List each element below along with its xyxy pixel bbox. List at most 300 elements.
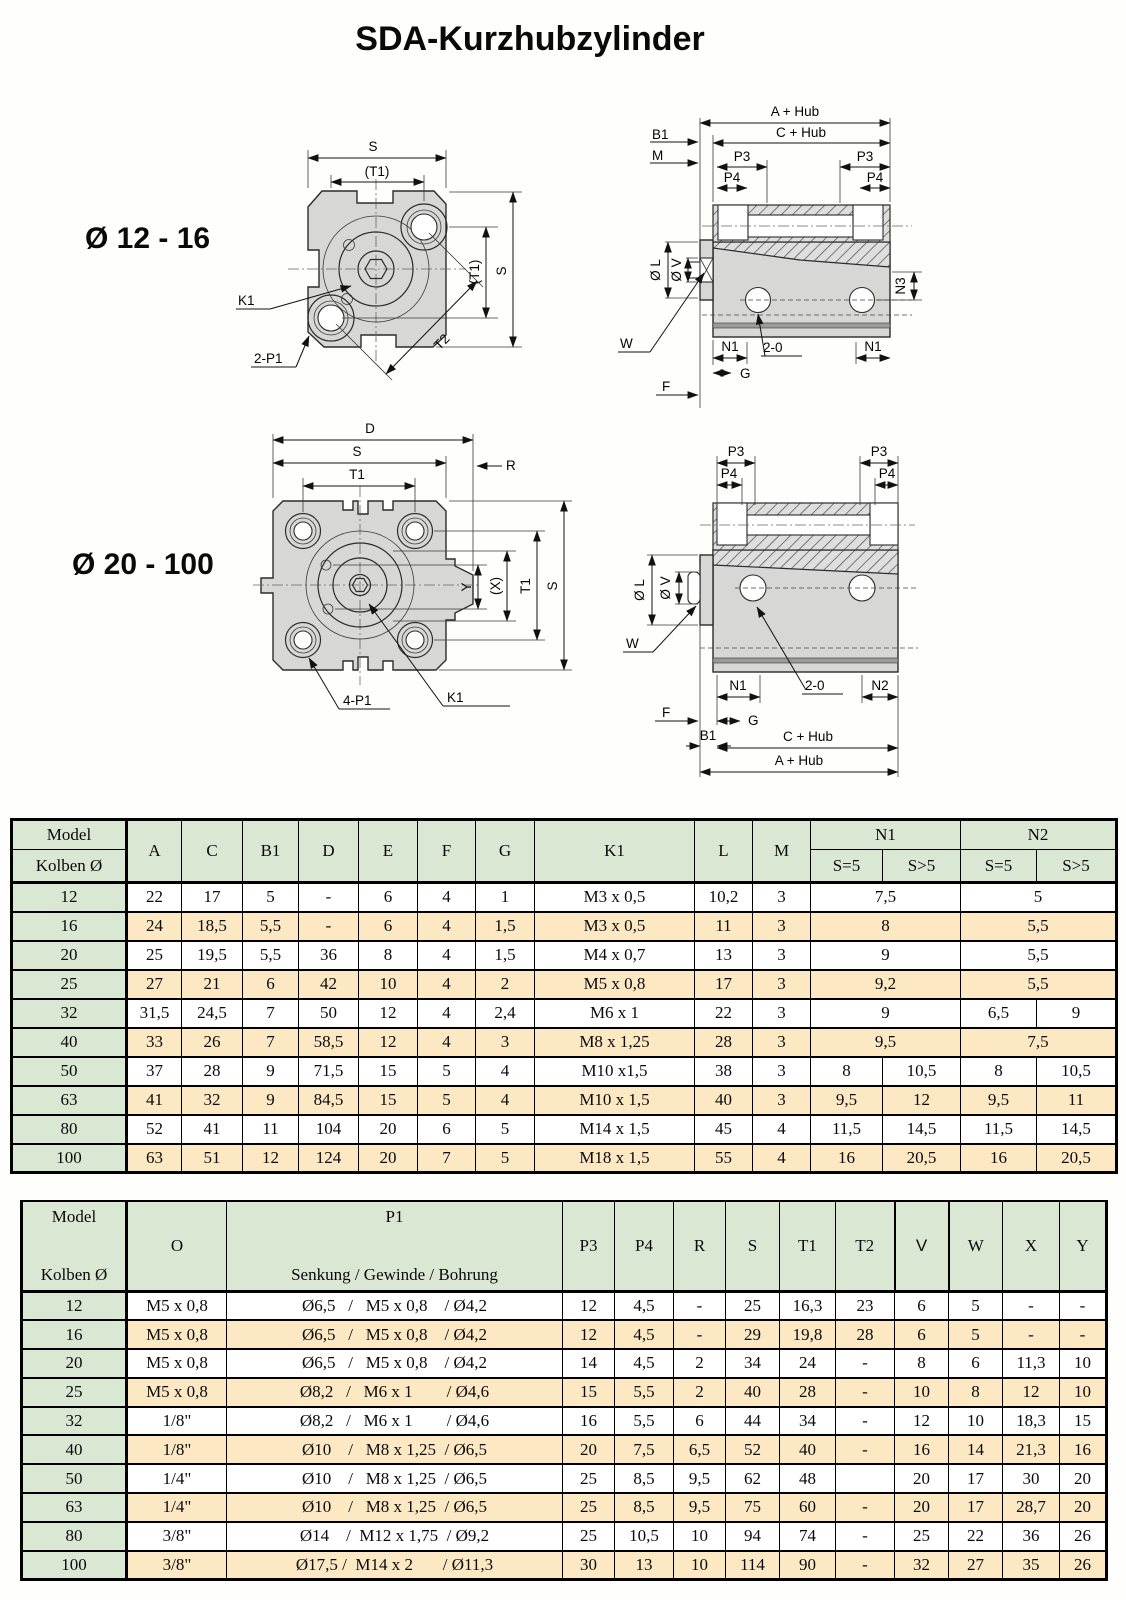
value-cell: 14 <box>949 1435 1003 1464</box>
value-cell: 48 <box>780 1464 836 1493</box>
dim-label-n3: N3 <box>893 277 908 295</box>
value-cell: 5,5 <box>961 912 1117 941</box>
dim-label-n2: N2 <box>871 678 889 693</box>
header-p1: P1 <box>385 1207 404 1226</box>
o-thread-cell: M5 x 0,8 <box>127 1378 227 1407</box>
value-cell: 13 <box>695 941 753 970</box>
model-cell: 80 <box>22 1522 127 1551</box>
dim-label-p4: P4 <box>720 466 738 481</box>
dim-label-p3: P3 <box>870 444 888 459</box>
value-cell: 12 <box>359 999 418 1028</box>
value-cell: 11 <box>243 1115 299 1144</box>
front-view-drawing-12-16 <box>230 95 580 425</box>
value-cell: 14,5 <box>1037 1115 1117 1144</box>
o-thread-cell: M5 x 0,8 <box>127 1320 227 1349</box>
header-model: Model <box>12 820 127 850</box>
dim-label-b1: B1 <box>699 728 717 743</box>
value-cell: 40 <box>695 1086 753 1115</box>
piston-rod-end <box>688 572 700 604</box>
value-cell: 7 <box>243 999 299 1028</box>
value-cell: 10 <box>359 970 418 999</box>
value-cell: - <box>1060 1292 1107 1321</box>
value-cell: 10 <box>1060 1378 1107 1407</box>
value-cell: 7,5 <box>615 1435 674 1464</box>
dim-label-p3: P3 <box>727 444 745 459</box>
value-cell: M3 x 0,5 <box>535 912 695 941</box>
dim-label-s-vertical: S <box>494 266 509 276</box>
header-model: Model <box>51 1207 97 1226</box>
value-cell: 4 <box>753 1115 811 1144</box>
section-view-drawing-12-16 <box>600 90 940 425</box>
dimensions-table-main <box>10 818 1118 1174</box>
header-col-w: W <box>949 1201 1003 1292</box>
value-cell: 18,5 <box>182 912 243 941</box>
header-group-n2: N2 <box>961 820 1117 850</box>
table1-row-50 <box>12 1057 1117 1086</box>
value-cell: 8 <box>895 1349 949 1378</box>
value-cell: 22 <box>695 999 753 1028</box>
value-cell: 30 <box>1003 1464 1060 1493</box>
model-cell: 40 <box>22 1435 127 1464</box>
value-cell: 3 <box>753 912 811 941</box>
value-cell: M3 x 0,5 <box>535 883 695 912</box>
value-cell: 6 <box>418 1115 476 1144</box>
dim-label-p4: P4 <box>878 466 896 481</box>
header-col-g: G <box>476 820 535 883</box>
model-cell: 12 <box>22 1292 127 1321</box>
table2-row-12 <box>22 1292 1107 1321</box>
dim-label-n1: N1 <box>721 339 739 354</box>
value-cell: 8 <box>811 912 961 941</box>
value-cell: 20 <box>1060 1493 1107 1522</box>
value-cell: 33 <box>127 1028 182 1057</box>
dim-label-t1-vertical: (T1) <box>467 259 482 285</box>
value-cell: 2 <box>476 970 535 999</box>
value-cell: 41 <box>127 1086 182 1115</box>
value-cell: 9 <box>243 1086 299 1115</box>
model-cell: 25 <box>12 970 127 999</box>
header-col-s: S <box>726 1201 780 1292</box>
header-col-r: R <box>674 1201 726 1292</box>
value-cell: 8,5 <box>615 1493 674 1522</box>
value-cell: 10 <box>949 1407 1003 1436</box>
section-view-drawing-20-100 <box>600 420 940 795</box>
value-cell: - <box>299 883 359 912</box>
port-bore <box>870 503 898 545</box>
value-cell: 18,3 <box>1003 1407 1060 1436</box>
dimensions-table-secondary <box>20 1200 1108 1581</box>
o-thread-cell: 3/8" <box>127 1522 227 1551</box>
header-col-k1: K1 <box>535 820 695 883</box>
table1-row-16 <box>12 912 1117 941</box>
value-cell: 1,5 <box>476 912 535 941</box>
value-cell: 17 <box>949 1493 1003 1522</box>
header-model-kolben <box>22 1201 127 1292</box>
value-cell: 3 <box>753 999 811 1028</box>
model-cell: 16 <box>22 1320 127 1349</box>
model-cell: 25 <box>22 1378 127 1407</box>
dim-label-w: W <box>620 336 633 351</box>
value-cell: 74 <box>780 1522 836 1551</box>
value-cell: 12 <box>895 1407 949 1436</box>
model-cell: 40 <box>12 1028 127 1057</box>
value-cell: 35 <box>1003 1551 1060 1580</box>
value-cell: 15 <box>359 1086 418 1115</box>
value-cell: - <box>836 1435 895 1464</box>
value-cell: 10,5 <box>883 1057 961 1086</box>
value-cell: 6,5 <box>674 1435 726 1464</box>
header-col-v: V <box>895 1201 949 1292</box>
model-cell: 50 <box>12 1057 127 1086</box>
value-cell: 13 <box>615 1551 674 1580</box>
value-cell: 25 <box>563 1522 615 1551</box>
table1-row-20 <box>12 941 1117 970</box>
value-cell: 84,5 <box>299 1086 359 1115</box>
value-cell: - <box>836 1522 895 1551</box>
value-cell: 17 <box>949 1464 1003 1493</box>
dim-label-p3: P3 <box>856 149 874 164</box>
value-cell: 10,5 <box>1037 1057 1117 1086</box>
table2-row-63 <box>22 1493 1107 1522</box>
header-col-o: O <box>127 1201 227 1292</box>
model-cell: 100 <box>12 1144 127 1173</box>
value-cell: - <box>1060 1320 1107 1349</box>
header-p1-subtitle: Senkung / Gewinde / Bohrung <box>291 1265 498 1284</box>
value-cell: 2 <box>674 1349 726 1378</box>
value-cell: 11,3 <box>1003 1349 1060 1378</box>
value-cell: 4 <box>476 1086 535 1115</box>
value-cell: 7 <box>418 1144 476 1173</box>
value-cell: 9,2 <box>811 970 961 999</box>
value-cell: 5,5 <box>961 941 1117 970</box>
model-cell: 20 <box>12 941 127 970</box>
value-cell: 25 <box>563 1493 615 1522</box>
dim-label-k1: K1 <box>238 293 255 308</box>
p1-cell: Ø6,5 / M5 x 0,8 / Ø4,2 <box>227 1349 563 1378</box>
dim-label-n1: N1 <box>864 339 882 354</box>
port-bore <box>853 205 883 240</box>
dim-label-g: G <box>740 366 751 381</box>
dim-label-p4: P4 <box>866 170 884 185</box>
dim-label-w: W <box>626 636 639 651</box>
value-cell: 25 <box>895 1522 949 1551</box>
p1-cell: Ø17,5 / M14 x 2 / Ø11,3 <box>227 1551 563 1580</box>
value-cell: M10 x 1,5 <box>535 1086 695 1115</box>
value-cell: 34 <box>780 1407 836 1436</box>
value-cell: 12 <box>359 1028 418 1057</box>
value-cell: 20 <box>359 1144 418 1173</box>
value-cell: 3 <box>753 1057 811 1086</box>
header-group-n1: N1 <box>811 820 961 850</box>
header-n1-s5: S=5 <box>811 850 883 883</box>
header-col-p3: P3 <box>563 1201 615 1292</box>
value-cell: 9,5 <box>674 1493 726 1522</box>
value-cell: 114 <box>726 1551 780 1580</box>
value-cell: 16 <box>563 1407 615 1436</box>
table2-row-32 <box>22 1407 1107 1436</box>
value-cell: 4,5 <box>615 1292 674 1321</box>
header-kolben: Kolben Ø <box>12 850 127 883</box>
dim-label-c-hub: C + Hub <box>776 125 826 140</box>
value-cell: 71,5 <box>299 1057 359 1086</box>
value-cell: 3 <box>476 1028 535 1057</box>
section-body <box>688 118 912 408</box>
value-cell: 62 <box>726 1464 780 1493</box>
value-cell: 20,5 <box>883 1144 961 1173</box>
dim-label-t1-vertical: T1 <box>518 578 533 594</box>
o-thread-cell: 1/8" <box>127 1435 227 1464</box>
value-cell: 5 <box>949 1292 1003 1321</box>
header-col-p4: P4 <box>615 1201 674 1292</box>
size-range-label-20-100: Ø 20 - 100 <box>72 548 214 581</box>
table2-row-80 <box>22 1522 1107 1551</box>
header-kolben: Kolben Ø <box>40 1265 108 1284</box>
mounting-plate <box>700 555 713 625</box>
value-cell: 41 <box>182 1115 243 1144</box>
page-title: SDA-Kurzhubzylinder <box>355 20 705 58</box>
value-cell: - <box>1003 1292 1060 1321</box>
value-cell: 27 <box>127 970 182 999</box>
dim-label-p4: P4 <box>723 170 741 185</box>
value-cell: 40 <box>780 1435 836 1464</box>
value-cell: 32 <box>895 1551 949 1580</box>
value-cell: 25 <box>127 941 182 970</box>
value-cell: 5 <box>418 1057 476 1086</box>
dim-label-t1: T1 <box>349 467 365 482</box>
value-cell: 6 <box>949 1349 1003 1378</box>
port-bore <box>718 205 748 240</box>
value-cell: - <box>836 1493 895 1522</box>
o-thread-cell: M5 x 0,8 <box>127 1349 227 1378</box>
header-col-p1 <box>227 1201 563 1292</box>
value-cell: 4 <box>418 970 476 999</box>
dim-label-k1: K1 <box>447 690 464 705</box>
value-cell: 27 <box>949 1551 1003 1580</box>
p1-cell: Ø6,5 / M5 x 0,8 / Ø4,2 <box>227 1320 563 1349</box>
value-cell: 16 <box>1060 1435 1107 1464</box>
value-cell: 9 <box>1037 999 1117 1028</box>
value-cell: 12 <box>883 1086 961 1115</box>
value-cell: - <box>836 1349 895 1378</box>
value-cell: 4,5 <box>615 1349 674 1378</box>
value-cell: 5 <box>418 1086 476 1115</box>
value-cell: 2,4 <box>476 999 535 1028</box>
value-cell: 16 <box>811 1144 883 1173</box>
value-cell: 1,5 <box>476 941 535 970</box>
value-cell: - <box>674 1320 726 1349</box>
value-cell: 5 <box>949 1320 1003 1349</box>
value-cell: 16 <box>961 1144 1037 1173</box>
value-cell: 12 <box>563 1292 615 1321</box>
value-cell: 7,5 <box>811 883 961 912</box>
value-cell: - <box>836 1407 895 1436</box>
dim-label-f: F <box>662 705 671 720</box>
value-cell: 14 <box>563 1349 615 1378</box>
dim-label-2-0: 2-0 <box>763 340 783 355</box>
dim-label-4-p1: 4-P1 <box>343 693 372 708</box>
value-cell: 4 <box>476 1057 535 1086</box>
value-cell: 22 <box>127 883 182 912</box>
value-cell: 11,5 <box>961 1115 1037 1144</box>
model-cell: 50 <box>22 1464 127 1493</box>
dim-label-d: D <box>365 421 375 436</box>
value-cell: 28 <box>695 1028 753 1057</box>
value-cell: 8,5 <box>615 1464 674 1493</box>
value-cell: 36 <box>1003 1522 1060 1551</box>
value-cell: 8 <box>359 941 418 970</box>
value-cell: 24,5 <box>182 999 243 1028</box>
value-cell: 9 <box>243 1057 299 1086</box>
dim-label-dia-v: Ø V <box>658 576 673 600</box>
header-col-t2: T2 <box>836 1201 895 1292</box>
table1-row-40 <box>12 1028 1117 1057</box>
value-cell: 15 <box>359 1057 418 1086</box>
value-cell: M6 x 1 <box>535 999 695 1028</box>
value-cell: 58,5 <box>299 1028 359 1057</box>
value-cell: 6 <box>895 1292 949 1321</box>
dim-label-m: M <box>652 148 664 163</box>
value-cell: - <box>1003 1320 1060 1349</box>
value-cell: 28 <box>780 1378 836 1407</box>
dim-label-2-p1: 2-P1 <box>254 351 283 366</box>
header-col-x: X <box>1003 1201 1060 1292</box>
value-cell: 4,5 <box>615 1320 674 1349</box>
dim-label-dia-v: Ø V <box>669 258 684 282</box>
value-cell: 22 <box>949 1522 1003 1551</box>
model-cell: 32 <box>12 999 127 1028</box>
o-thread-cell: 1/4" <box>127 1464 227 1493</box>
value-cell: 3 <box>753 1028 811 1057</box>
value-cell: 14,5 <box>883 1115 961 1144</box>
p1-cell: Ø6,5 / M5 x 0,8 / Ø4,2 <box>227 1292 563 1321</box>
model-cell: 32 <box>22 1407 127 1436</box>
value-cell: 38 <box>695 1057 753 1086</box>
value-cell: 9 <box>811 999 961 1028</box>
value-cell: 9,5 <box>811 1086 883 1115</box>
value-cell: 28 <box>836 1320 895 1349</box>
header-n1-sgt5: S>5 <box>883 850 961 883</box>
value-cell: 4 <box>418 941 476 970</box>
value-cell: 12 <box>243 1144 299 1173</box>
value-cell: 10,5 <box>615 1522 674 1551</box>
value-cell: 3 <box>753 941 811 970</box>
table1-row-100 <box>12 1144 1117 1173</box>
model-cell: 63 <box>12 1086 127 1115</box>
value-cell: 6 <box>243 970 299 999</box>
value-cell: M14 x 1,5 <box>535 1115 695 1144</box>
dim-label-g: G <box>748 713 759 728</box>
table1-row-32 <box>12 999 1117 1028</box>
value-cell: 20 <box>563 1435 615 1464</box>
value-cell: 26 <box>1060 1522 1107 1551</box>
table2-row-20 <box>22 1349 1107 1378</box>
header-col-e: E <box>359 820 418 883</box>
dim-label-s: S <box>368 139 378 154</box>
value-cell: M8 x 1,25 <box>535 1028 695 1057</box>
value-cell: 51 <box>182 1144 243 1173</box>
value-cell: 28 <box>182 1057 243 1086</box>
dim-label-dia-l: Ø L <box>648 259 663 281</box>
dim-label-f: F <box>662 379 671 394</box>
dim-label-s-vertical: S <box>545 581 560 591</box>
value-cell: 3 <box>753 1086 811 1115</box>
value-cell: 8 <box>811 1057 883 1086</box>
value-cell: - <box>836 1551 895 1580</box>
value-cell: 21,3 <box>1003 1435 1060 1464</box>
dim-label-s: S <box>352 444 362 459</box>
value-cell: 10 <box>674 1522 726 1551</box>
model-cell: 20 <box>22 1349 127 1378</box>
table1-row-25 <box>12 970 1117 999</box>
value-cell: 30 <box>563 1551 615 1580</box>
value-cell: 4 <box>418 999 476 1028</box>
value-cell: 17 <box>695 970 753 999</box>
value-cell: 4 <box>753 1144 811 1173</box>
value-cell: 52 <box>127 1115 182 1144</box>
model-cell: 63 <box>22 1493 127 1522</box>
value-cell: 20 <box>895 1464 949 1493</box>
value-cell: 12 <box>563 1320 615 1349</box>
value-cell: 5 <box>476 1144 535 1173</box>
o-thread-cell: 1/8" <box>127 1407 227 1436</box>
value-cell: 20 <box>359 1115 418 1144</box>
value-cell: 7 <box>243 1028 299 1057</box>
value-cell: 3 <box>753 970 811 999</box>
dim-label-t1: (T1) <box>364 164 390 179</box>
value-cell: 32 <box>182 1086 243 1115</box>
value-cell: 26 <box>1060 1551 1107 1580</box>
value-cell: 9 <box>811 941 961 970</box>
dim-label-r: R <box>506 458 516 473</box>
p1-cell: Ø8,2 / M6 x 1 / Ø4,6 <box>227 1407 563 1436</box>
value-cell: 2 <box>674 1378 726 1407</box>
value-cell: 11 <box>1037 1086 1117 1115</box>
value-cell: 26 <box>182 1028 243 1057</box>
value-cell: 4 <box>418 883 476 912</box>
value-cell: 60 <box>780 1493 836 1522</box>
value-cell <box>836 1464 895 1493</box>
value-cell: 90 <box>780 1551 836 1580</box>
value-cell: 6 <box>359 883 418 912</box>
o-thread-cell: 1/4" <box>127 1493 227 1522</box>
value-cell: 63 <box>127 1144 182 1173</box>
model-cell: 80 <box>12 1115 127 1144</box>
o-thread-cell: 3/8" <box>127 1551 227 1580</box>
header-n2-s5: S=5 <box>961 850 1037 883</box>
value-cell: 4 <box>418 912 476 941</box>
value-cell: 50 <box>299 999 359 1028</box>
value-cell: 24 <box>127 912 182 941</box>
table1-row-80 <box>12 1115 1117 1144</box>
value-cell: 4 <box>418 1028 476 1057</box>
value-cell: 55 <box>695 1144 753 1173</box>
header-col-c: C <box>182 820 243 883</box>
value-cell: 7,5 <box>961 1028 1117 1057</box>
o-thread-cell: M5 x 0,8 <box>127 1292 227 1321</box>
header-col-a: A <box>127 820 182 883</box>
value-cell: 31,5 <box>127 999 182 1028</box>
value-cell: 23 <box>836 1292 895 1321</box>
header-col-y: Y <box>1060 1201 1107 1292</box>
value-cell: 6 <box>895 1320 949 1349</box>
value-cell: 10 <box>674 1551 726 1580</box>
model-cell: 16 <box>12 912 127 941</box>
table2-row-50 <box>22 1464 1107 1493</box>
front-view-drawing-20-100 <box>225 418 595 783</box>
value-cell: 124 <box>299 1144 359 1173</box>
table2-row-16 <box>22 1320 1107 1349</box>
value-cell: 20,5 <box>1037 1144 1117 1173</box>
